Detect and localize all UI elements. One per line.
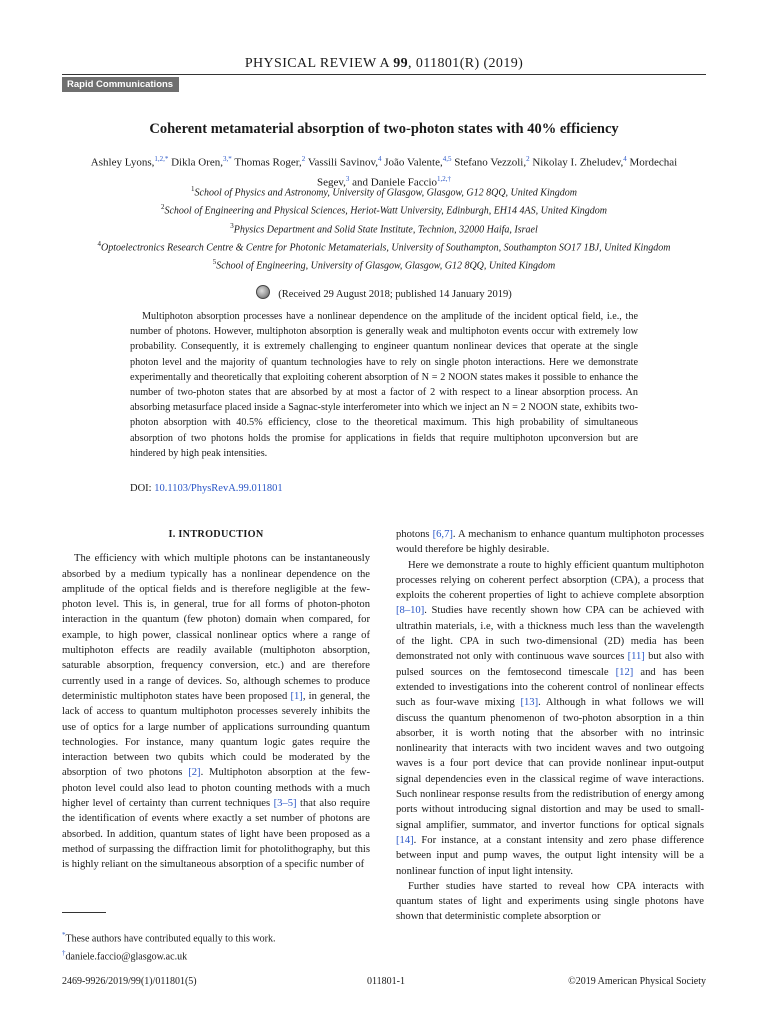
affiliation-text: Optoelectronics Research Centre & Centre for Photonic Metamaterials, University of Southampton, Southampton SO17 1BJ, United Kingdom <box>100 242 671 254</box>
footnote <box>62 928 275 946</box>
author-affiliation-mark[interactable]: 2 <box>301 155 306 163</box>
paper-title: Coherent metamaterial absorption of two-photon states with 40% efficiency <box>149 121 619 137</box>
affiliation-number: 1 <box>191 185 195 193</box>
author-affiliation-mark[interactable]: 4,5 <box>442 155 452 163</box>
reference-link[interactable]: [13] <box>520 697 539 709</box>
footer-page-number: 011801-1 <box>367 976 405 987</box>
intro-paragraph-1-continued <box>396 527 704 558</box>
author-name: João Valente, <box>384 156 443 169</box>
footnote-mark: * <box>62 931 66 939</box>
footnote <box>62 946 275 964</box>
affiliation <box>90 237 678 255</box>
author-affiliation-mark[interactable]: 4 <box>623 155 627 163</box>
intro-paragraph-3 <box>396 879 704 925</box>
author-name: Thomas Roger, <box>234 156 302 169</box>
reference-link[interactable]: [1] <box>290 690 303 702</box>
author-name: Vassili Savinov, <box>307 156 378 169</box>
journal-citation: , 011801(R) (2019) <box>408 56 524 71</box>
doi-line <box>130 483 283 494</box>
check-for-updates-icon[interactable] <box>256 285 270 299</box>
doi-label: DOI: <box>130 483 152 494</box>
intro-paragraph-2 <box>396 558 704 879</box>
author-name: Mordechai Segev, <box>316 156 678 189</box>
affiliation <box>90 219 678 237</box>
right-column <box>396 527 704 925</box>
reference-link[interactable]: [3–5] <box>273 798 297 810</box>
author-affiliation-mark[interactable]: 1,2,* <box>154 155 169 163</box>
reference-link[interactable]: [12] <box>615 666 634 678</box>
author-affiliation-mark[interactable]: 4 <box>378 155 382 163</box>
text-run: . Although in what follows we will discuss the quantum phenomenon of two-photon absorption in a thin absorber, it is worth noting that the absorber with no intrinsic nonlinearity that interacts with two incident waves and two outgoing waves is a four port device that can provide nonlinear input-output signal dependencies even in the classical regime of wave interactions. Such nonlinear response results from the redistribution of energy among ports without introducing signal distortion and may be used to small-signal amplifier, summator, and invertor functions for optical signals <box>396 697 704 831</box>
author-name: Ashley Lyons, <box>90 156 155 169</box>
reference-link[interactable]: [8–10] <box>396 605 425 617</box>
text-run: The efficiency with which multiple photons can be instantaneously absorbed by a medium typically has a nonlinear dependence on the amplitude of the optical fields and is therefore negligible at the few-photon level. This is, in general, true for all forms of photon-photon interaction in the quantum (few photon) domain when compared, for example, to high power, classical nonlinear optics where a range of multiphoton effects are readily available (multiphoton absorption, saturable absorption, frequency conversion, etc.) and are therefore currently used in a range of devices. So, although schemes to produce deterministic multiphoton states have been proposed <box>62 553 370 702</box>
author-affiliation-mark[interactable]: 1,2,† <box>437 174 452 183</box>
footnote-mark: † <box>62 949 66 958</box>
text-run: but also with pulsed sources on the femtosecond timescale <box>396 651 704 678</box>
affiliation-text: School of Engineering, University of Glasgow, Glasgow, G12 8QQ, United Kingdom <box>216 260 556 272</box>
abstract: Multiphoton absorption processes have a nonlinear dependence on the amplitude of the incident optical field, i.e., the number of photons. However, multiphoton absorption is generally weak and multiphoton events occur with extremely low probability. Consequently, it is extremely challenging to engineer quantum nonlinear devices that operate at the single photon level and the majority of quantum technologies have to rely on single photon interactions. Here we demonstrate experimentally and theoretically that exploiting coherent absorption of N = 2 NOON states makes it possible to enhance the number of two-photon states that are absorbed by at most a factor of 2 with respect to a linear absorption process. An absorbing metasurface placed inside a Sagnac-style interferometer into which we inject an N = 2 NOON state, exhibits two-photon absorption with 40.5% efficiency, close to the theoretical maximum. This high probability of simultaneous absorption of two photons holds the promise for applications in fields that require multiphoton upconversion but are hindered by high peak intensities. <box>130 311 638 459</box>
author-name: and Daniele Faccio <box>352 176 438 189</box>
footnote-text: These authors have contributed equally to this work. <box>65 933 276 945</box>
affiliation <box>90 200 678 218</box>
received-dates: (Received 29 August 2018; published 14 January 2019) <box>278 289 512 300</box>
affiliation-text: Physics Department and Solid State Institute, Technion, 32000 Haifa, Israel <box>233 223 538 235</box>
text-run: photons <box>396 529 433 540</box>
footnote-rule <box>62 912 106 913</box>
affiliation-number: 5 <box>212 258 217 267</box>
journal-header <box>62 56 706 72</box>
footnotes <box>62 928 275 965</box>
author-affiliation-mark[interactable]: 2 <box>526 155 530 163</box>
reference-link[interactable]: [6,7] <box>432 529 453 540</box>
reference-link[interactable]: [2] <box>188 767 201 779</box>
author-affiliation-mark[interactable]: 3,* <box>223 155 232 163</box>
author-name: Stefano Vezzoli, <box>454 156 527 169</box>
text-run: . Multiphoton absorption at the few-photon level could also lead to photon counting methods with a much higher level of certainty than current techniques <box>62 767 370 810</box>
affiliation-text: School of Physics and Astronomy, University of Glasgow, Glasgow, G12 8QQ, United Kingdom <box>194 187 577 199</box>
footer-copyright: ©2019 American Physical Society <box>568 976 706 987</box>
text-run: . Studies have recently shown how CPA can be achieved with ultrathin materials, i.e, with a thickness much less than the wavelength of the light. CPA in such two-dimensional (2D) media has been demonstrated not only with continuous wave sources <box>396 605 704 663</box>
footnote-text: daniele.faccio@glasgow.ac.uk <box>65 951 188 963</box>
text-run: . For instance, at a constant intensity and zero phase difference between input and pump waves, the output light intensity will be a nonlinear function of input light intensity. <box>396 834 704 877</box>
reference-link[interactable]: [11] <box>627 651 645 663</box>
text-run: Further studies have started to reveal how CPA interacts with quantum states of light and experiments using single photons have shown that deterministic complete absorption or <box>396 880 704 923</box>
section-badge: Rapid Communications <box>62 77 179 92</box>
journal-volume: 99 <box>393 56 409 71</box>
author-name: Nikolay I. Zheludev, <box>532 156 624 169</box>
affiliation-number: 2 <box>160 203 165 212</box>
text-run: that also require the identification of events where exactly a set number of photons are absorbed. In addition, quantum states of light have been proposed as a method of surpassing the diffraction limit for photolithography, but this is highly reliant on the simultaneous absorption of a specific number of <box>62 798 370 871</box>
author-affiliation-mark[interactable]: 3 <box>345 174 350 183</box>
author-name: Dikla Oren, <box>171 156 224 169</box>
text-run: , in general, the lack of access to quantum multiphoton processes severely inhibits the use of optics for a large number of applications surrounding quantum technologies. For instance, many quantum logic gates require the interaction between two qubits which could be moderated by the absorption of two photons <box>62 690 370 779</box>
left-column <box>62 527 370 873</box>
header-rule <box>62 74 706 75</box>
text-run: . A mechanism to enhance quantum multiphoton processes would therefore be highly desirable. <box>396 529 704 556</box>
received-line <box>62 285 706 300</box>
journal-name: PHYSICAL REVIEW A <box>244 56 390 71</box>
affiliation-text: School of Engineering and Physical Sciences, Heriot-Watt University, Edinburgh, EH14 4AS, United Kingdom <box>164 205 608 217</box>
affiliation-number: 4 <box>97 239 101 248</box>
affiliation-number: 3 <box>230 221 234 230</box>
footer-issn: 2469-9926/2019/99(1)/011801(5) <box>62 976 197 987</box>
affiliation <box>90 182 678 200</box>
text-run: Here we demonstrate a route to highly efficient quantum multiphoton processes relying on coherent perfect absorption (CPA), a process that exploits the coherent properties of light to achieve complete absorption <box>396 559 704 602</box>
affiliation <box>90 255 678 273</box>
intro-paragraph-1 <box>62 551 370 872</box>
reference-link[interactable]: [14] <box>396 834 414 846</box>
doi-link[interactable]: 10.1103/PhysRevA.99.011801 <box>154 483 283 494</box>
section-heading: I. INTRODUCTION <box>168 529 264 540</box>
text-run: and has been extended to investigations into the coherent control of nonlinear effects such as four-wave mixing <box>396 666 704 709</box>
affiliation-list <box>90 182 678 274</box>
